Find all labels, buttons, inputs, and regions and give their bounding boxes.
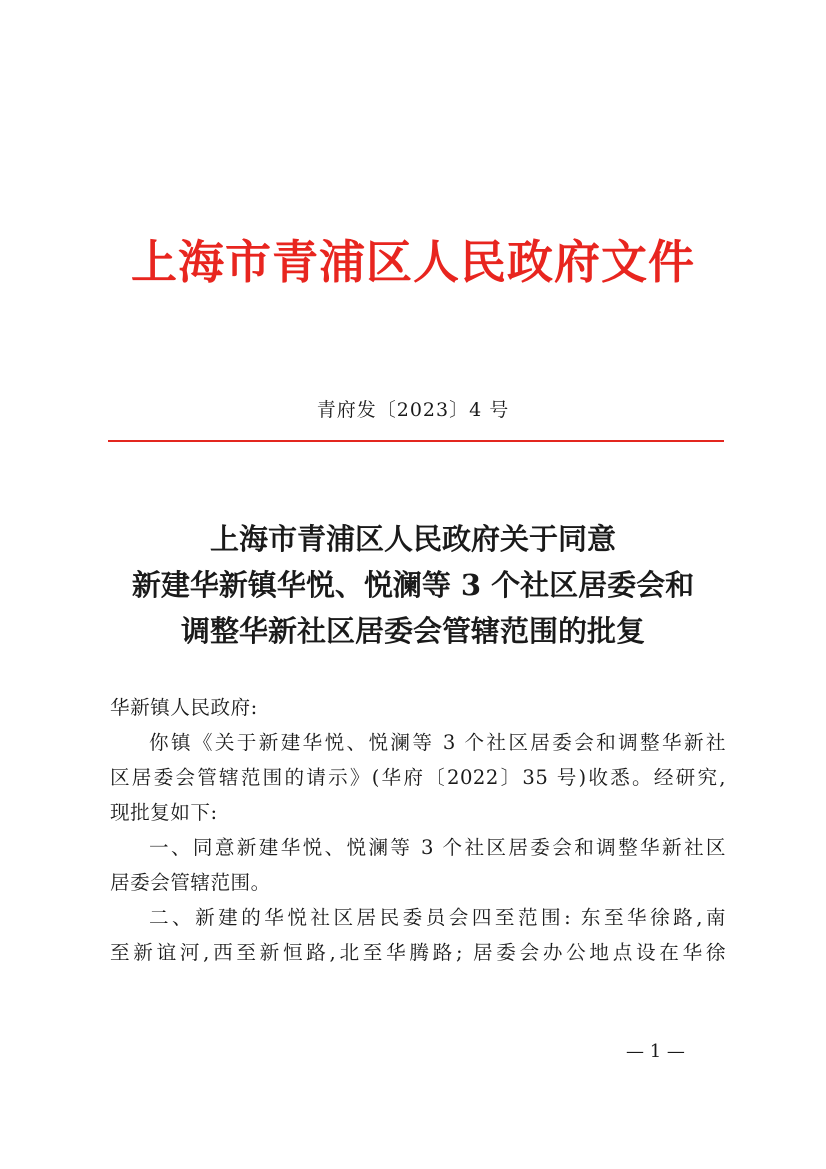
red-separator-line <box>108 440 724 442</box>
title-line-1: 上海市青浦区人民政府关于同意 <box>209 522 616 556</box>
paragraph-2-line-2: 居委会管辖范围。 <box>110 871 271 894</box>
paragraph-1-line-2: 区居委会管辖范围的请示》(华府〔2022〕35 号)收悉。经研究, <box>110 766 726 789</box>
paragraph-3 <box>110 900 726 970</box>
title-line-3: 调整华新社区居委会管辖范围的批复 <box>180 614 645 648</box>
document-title <box>60 516 766 654</box>
addressee <box>110 690 726 725</box>
document-number: 青府发〔2023〕4 号 <box>316 399 510 421</box>
paragraph-1-line-1: 你镇《关于新建华悦、悦澜等 3 个社区居委会和调整华新社 <box>149 731 726 754</box>
masthead-title: 上海市青浦区人民政府文件 <box>131 235 695 289</box>
title-line-2: 新建华新镇华悦、悦澜等 3 个社区居委会和 <box>131 568 695 602</box>
document-body <box>110 690 726 970</box>
paragraph-2-line-1: 一、同意新建华悦、悦澜等 3 个社区居委会和调整华新社区 <box>149 836 726 859</box>
paragraph-3-line-1: 二、新建的华悦社区居民委员会四至范围: 东至华徐路,南 <box>149 906 726 929</box>
paragraph-3-line-2: 至新谊河,西至新恒路,北至华腾路; 居委会办公地点设在华徐 <box>110 941 726 964</box>
page-number: — 1 — <box>626 1041 685 1062</box>
paragraph-2 <box>110 830 726 900</box>
addressee-line: 华新镇人民政府: <box>110 696 258 719</box>
paragraph-1-line-3: 现批复如下: <box>110 801 218 824</box>
paragraph-1 <box>110 725 726 830</box>
